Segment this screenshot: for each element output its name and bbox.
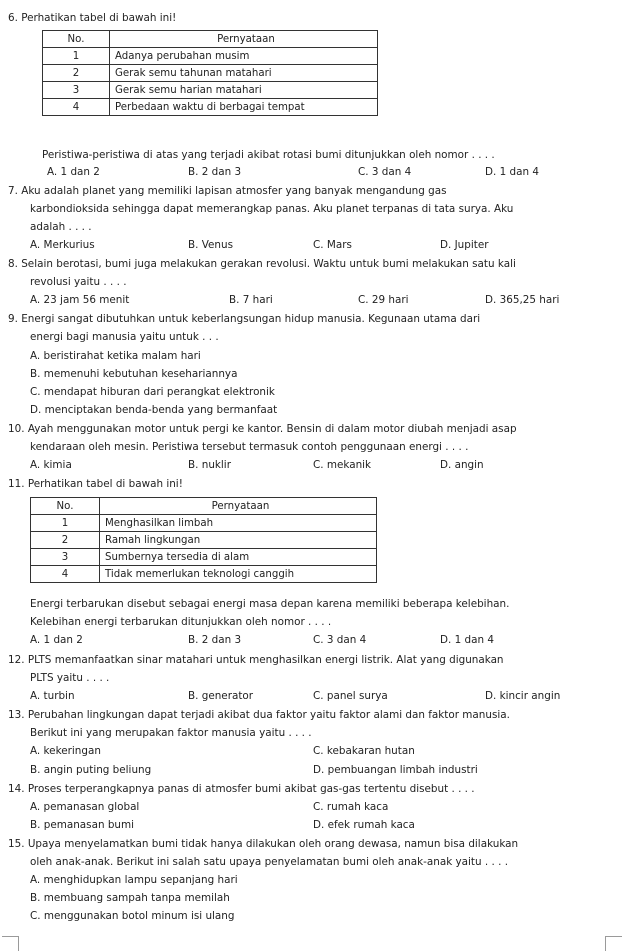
q12-option-a: A. turbin <box>30 690 75 702</box>
q8-line-1: 8. Selain berotasi, bumi juga melakukan gerakan revolusi. Waktu untuk bumi melakukan satu kali <box>8 258 516 270</box>
q14-option-a: A. pemanasan global <box>30 801 140 813</box>
q7-line-1: 7. Aku adalah planet yang memiliki lapisan atmosfer yang banyak mengandung gas <box>8 185 447 197</box>
q13-line-2: Berikut ini yang merupakan faktor manusia yaitu . . . . <box>30 727 312 739</box>
q13-option-d: D. pembuangan limbah industri <box>313 764 478 776</box>
q14-option-b: B. pemanasan bumi <box>30 819 135 831</box>
q6-option-a: A. 1 dan 2 <box>47 166 100 178</box>
q6-question: Peristiwa-peristiwa di atas yang terjadi akibat rotasi bumi ditunjukkan oleh nomor . . . . <box>42 149 495 161</box>
q6-option-b: B. 2 dan 3 <box>188 166 242 178</box>
q10-option-b: B. nuklir <box>188 459 231 471</box>
q12-line-1: 12. PLTS memanfaatkan sinar matahari untuk menghasilkan energi listrik. Alat yang digunakan <box>8 654 504 666</box>
q7-line-3: adalah . . . . <box>30 221 92 233</box>
q14-line-1: 14. Proses terperangkapnya panas di atmosfer bumi akibat gas-gas tertentu disebut . . . . <box>8 783 475 795</box>
q13-option-b: B. angin puting beliung <box>30 764 152 776</box>
q10-option-d: D. angin <box>440 459 484 471</box>
q12-option-b: B. generator <box>188 690 254 702</box>
q7-option-d: D. Jupiter <box>440 239 489 251</box>
q13-line-1: 13. Perubahan lingkungan dapat terjadi akibat dua faktor yaitu faktor alami dan faktor manusia. <box>8 709 510 721</box>
margin-corner-left <box>2 936 19 951</box>
q7-option-c: C. Mars <box>313 239 352 251</box>
q15-option-c: C. menggunakan botol minum isi ulang <box>30 910 235 922</box>
q8-line-2: revolusi yaitu . . . . <box>30 276 127 288</box>
q8-option-a: A. 23 jam 56 menit <box>30 294 130 306</box>
q12-option-c: C. panel surya <box>313 690 388 702</box>
q9-option-a: A. beristirahat ketika malam hari <box>30 350 201 362</box>
q7-line-2: karbondioksida sehingga dapat memerangkap panas. Aku planet terpanas di tata surya. Aku <box>30 203 514 215</box>
q11-option-a: A. 1 dan 2 <box>30 634 83 646</box>
table-header-no: No. <box>31 498 100 515</box>
q6-lead: 6. Perhatikan tabel di bawah ini! <box>8 12 177 24</box>
q14-option-c: C. rumah kaca <box>313 801 389 813</box>
q6-option-c: C. 3 dan 4 <box>358 166 412 178</box>
table-row: 2 Ramah lingkungan <box>31 532 377 549</box>
q11-option-c: C. 3 dan 4 <box>313 634 367 646</box>
table-row: 1 Menghasilkan limbah <box>31 515 377 532</box>
q8-option-c: C. 29 hari <box>358 294 409 306</box>
q6-option-d: D. 1 dan 4 <box>485 166 539 178</box>
q11-option-d: D. 1 dan 4 <box>440 634 494 646</box>
q15-option-a: A. menghidupkan lampu sepanjang hari <box>30 874 238 886</box>
table-row: 3 Gerak semu harian matahari <box>43 82 378 99</box>
q9-line-1: 9. Energi sangat dibutuhkan untuk keberlangsungan hidup manusia. Kegunaan utama dari <box>8 313 481 325</box>
q7-option-a: A. Merkurius <box>30 239 95 251</box>
q15-option-b: B. membuang sampah tanpa memilah <box>30 892 230 904</box>
table-header-no: No. <box>43 31 110 48</box>
table-row: 4 Tidak memerlukan teknologi canggih <box>31 566 377 583</box>
q9-option-b: B. memenuhi kebutuhan kesehariannya <box>30 368 238 380</box>
q10-line-2: kendaraan oleh mesin. Peristiwa tersebut termasuk contoh penggunaan energi . . . . <box>30 441 469 453</box>
q13-option-a: A. kekeringan <box>30 745 101 757</box>
q13-option-c: C. kebakaran hutan <box>313 745 415 757</box>
q15-line-2: oleh anak-anak. Berikut ini salah satu upaya penyelamatan bumi oleh anak-anak yaitu . . . . <box>30 856 509 868</box>
q10-option-a: A. kimia <box>30 459 72 471</box>
q9-line-2: energi bagi manusia yaitu untuk . . . <box>30 331 219 343</box>
q8-option-d: D. 365,25 hari <box>485 294 560 306</box>
q12-option-d: D. kincir angin <box>485 690 561 702</box>
q11-line-2: Kelebihan energi terbarukan ditunjukkan oleh nomor . . . . <box>30 616 332 628</box>
q10-line-1: 10. Ayah menggunakan motor untuk pergi ke kantor. Bensin di dalam motor diubah menjadi asap <box>8 423 517 435</box>
table-header-statement: Pernyataan <box>110 31 378 48</box>
margin-corner-right <box>605 936 622 951</box>
table-row: 1 Adanya perubahan musim <box>43 48 378 65</box>
q14-option-d: D. efek rumah kaca <box>313 819 415 831</box>
table-row: 4 Perbedaan waktu di berbagai tempat <box>43 99 378 116</box>
q10-option-c: C. mekanik <box>313 459 372 471</box>
q7-option-b: B. Venus <box>188 239 234 251</box>
q11-lead: 11. Perhatikan tabel di bawah ini! <box>8 478 183 490</box>
q11-table <box>30 497 377 583</box>
table-header-statement: Pernyataan <box>100 498 377 515</box>
q15-line-1: 15. Upaya menyelamatkan bumi tidak hanya dilakukan oleh orang dewasa, namun bisa dilakukan <box>8 838 519 850</box>
q6-table <box>42 30 378 116</box>
q9-option-c: C. mendapat hiburan dari perangkat elektronik <box>30 386 275 398</box>
q9-option-d: D. menciptakan benda-benda yang bermanfaat <box>30 404 278 416</box>
q12-line-2: PLTS yaitu . . . . <box>30 672 110 684</box>
q11-option-b: B. 2 dan 3 <box>188 634 242 646</box>
q11-line-1: Energi terbarukan disebut sebagai energi masa depan karena memiliki beberapa kelebihan. <box>30 598 510 610</box>
table-row: 3 Sumbernya tersedia di alam <box>31 549 377 566</box>
table-row: 2 Gerak semu tahunan matahari <box>43 65 378 82</box>
q8-option-b: B. 7 hari <box>229 294 273 306</box>
